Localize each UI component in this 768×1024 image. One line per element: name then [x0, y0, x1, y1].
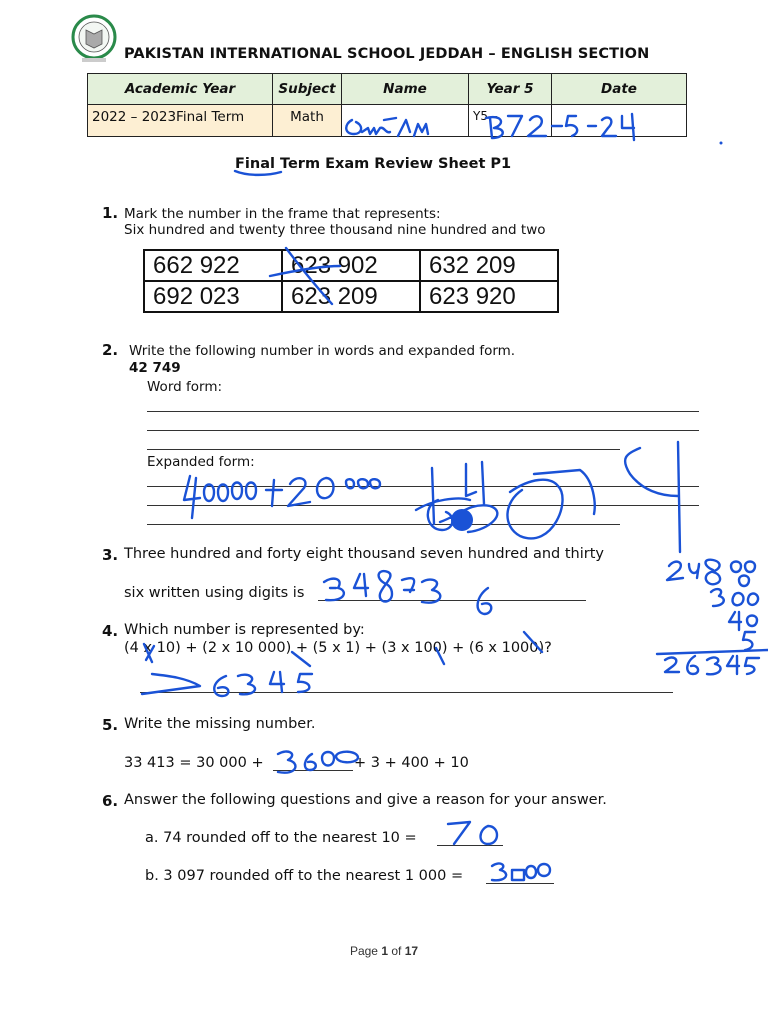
q5-number: 5.	[102, 716, 119, 734]
side-work-calculation	[655, 556, 768, 680]
q5-equation-right: + 3 + 400 + 10	[354, 755, 469, 771]
q6b-text: b. 3 097 rounded off to the nearest 1 000 =	[145, 868, 464, 884]
q2-text: Write the following number in words and expanded form.	[129, 343, 516, 359]
frame-option[interactable]: 632 209	[420, 250, 558, 281]
q4-handwritten-answer	[130, 668, 330, 700]
q1-number: 1.	[102, 204, 119, 222]
school-name: PAKISTAN INTERNATIONAL SCHOOL JEDDAH – ENGLISH SECTION	[124, 46, 650, 62]
q2-number: 2.	[102, 341, 119, 359]
word-form-line[interactable]	[147, 430, 699, 431]
q1-text-line2: Six hundred and twenty three thousand nine hundred and two	[124, 222, 546, 238]
q1-cross-mark	[268, 246, 348, 312]
q5-text: Write the missing number.	[124, 716, 316, 732]
frame-option[interactable]: 623 920	[420, 281, 558, 312]
sheet-title: Final Term Exam Review Sheet P1	[235, 156, 512, 172]
info-header-row	[88, 74, 687, 105]
q4-tick-marks	[140, 622, 580, 668]
frame-option-marked[interactable]: 623 902	[282, 250, 420, 281]
footer-prefix: Page	[349, 944, 382, 958]
q6-text: Answer the following questions and give a reason for your answer.	[124, 792, 607, 808]
year-prefix: Y5 –	[473, 109, 498, 123]
frame-option[interactable]: 623 209	[282, 281, 420, 312]
q5-equation-left: 33 413 = 30 000 +	[124, 755, 264, 771]
footer-of: of	[388, 944, 405, 958]
header-subject: Subject	[273, 74, 342, 105]
subject-value: Math	[273, 105, 342, 137]
frame-option[interactable]: 692 023	[144, 281, 282, 312]
q2-value: 42 749	[129, 360, 181, 376]
q3-text-line1: Three hundred and forty eight thousand seven hundred and thirty	[124, 546, 604, 562]
frame-row	[144, 250, 558, 281]
ink-dot	[718, 140, 724, 146]
q2-handwritten-expanded	[170, 440, 700, 560]
academic-year-value: 2022 – 2023Final Term	[88, 105, 273, 137]
current-page: 1	[381, 944, 388, 958]
q5-handwritten-answer	[272, 746, 362, 780]
q1-number-frame	[143, 249, 559, 313]
total-pages: 17	[404, 944, 419, 958]
q6b-handwritten-answer	[486, 858, 558, 886]
q4-number: 4.	[102, 622, 119, 640]
q3-handwritten-answer	[318, 568, 508, 618]
title-underline-mark	[233, 168, 283, 178]
expanded-form-label: Expanded form:	[147, 454, 255, 470]
q4-text-line1: Which number is represented by:	[124, 622, 365, 638]
q6a-text: a. 74 rounded off to the nearest 10 =	[145, 830, 417, 846]
q4-text-line2: (4 x 10) + (2 x 10 000) + (5 x 1) + (3 x 100) + (6 x 1000)?	[124, 640, 552, 656]
page-footer	[0, 944, 768, 958]
header-date: Date	[552, 74, 687, 105]
frame-option[interactable]: 662 922	[144, 250, 282, 281]
header-academic-year: Academic Year	[88, 74, 273, 105]
handwritten-name-year-date	[340, 106, 700, 142]
header-year: Year 5	[469, 74, 552, 105]
q6a-handwritten-answer	[440, 818, 510, 848]
q6-number: 6.	[102, 792, 119, 810]
word-form-line[interactable]	[147, 411, 699, 412]
q1-text-line1: Mark the number in the frame that represents:	[124, 206, 441, 222]
q3-text-line2: six written using digits is	[124, 585, 305, 601]
header-name: Name	[342, 74, 469, 105]
frame-row	[144, 281, 558, 312]
word-form-label: Word form:	[147, 379, 223, 395]
school-crest-icon	[68, 14, 120, 66]
q3-number: 3.	[102, 546, 119, 564]
